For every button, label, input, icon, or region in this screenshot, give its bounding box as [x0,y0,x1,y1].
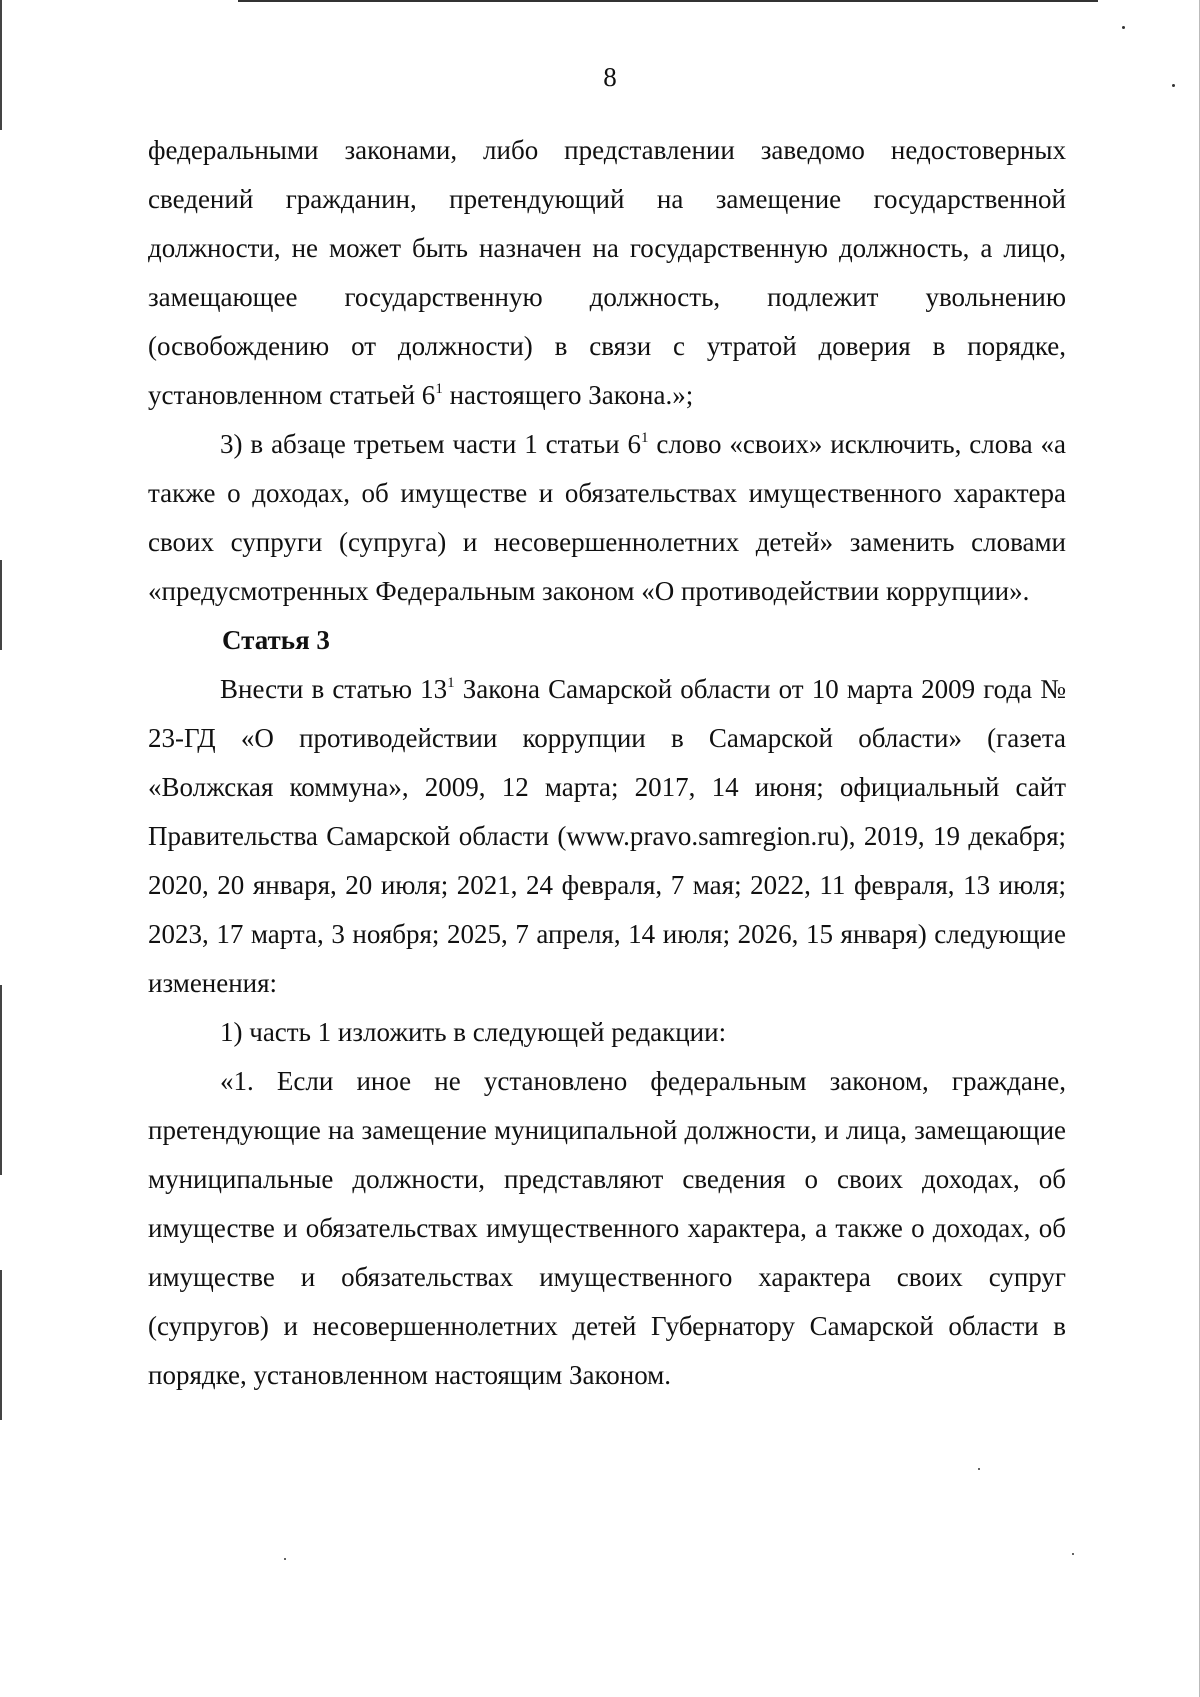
superscript: 1 [447,675,455,691]
paragraph [148,1008,1066,1057]
scan-speck [978,1468,980,1470]
scan-edge-line [0,985,2,1175]
text-run: 3) в абзаце третьем части 1 статьи 6 [220,429,642,459]
paragraph [148,420,1066,616]
paragraph [148,126,1066,420]
paragraph [148,1057,1066,1400]
text-run: слово «своих» исключить, слова «а также о доходах, об имуществе и обязательствах имущественного характера своих супруги (супруга) и несовершеннолетних детей» заменить словами «предусмотренных Федеральным законом «О противодействии коррупции». [148,429,1066,606]
page-top-border [238,0,1098,2]
scan-speck [284,1558,286,1560]
text-run: 1) часть 1 изложить в следующей редакции: [220,1017,727,1047]
document-body [148,126,1066,1400]
text-run: Внести в статью 13 [220,674,448,704]
scan-speck [1072,1553,1074,1555]
superscript: 1 [641,430,649,446]
scan-edge-line [0,560,2,650]
text-run: федеральными законами, либо представлении заведомо недостоверных сведений гражданин, претендующий на замещение государственной должности, не может быть назначен на государственную должность, а лицо, замещающее государственную должность, подлежит увольнению (освобождению от должности) в связи с утратой доверия в порядке, установленном статьей 6 [148,135,1066,410]
text-run: Закона Самарской области от 10 марта 2009 года № 23-ГД «О противодействии коррупции в Самарской области» (газета «Волжская коммуна», 2009, 12 марта; 2017, 14 июня; официальный сайт Правительства Самарской области (www.pravo.samregion.ru), 2019, 19 декабря; 2020, 20 января, 20 июля; 2021, 24 февраля, 7 мая; 2022, 11 февраля, 13 июля; 2023, 17 марта, 3 ноября; 2025, 7 апреля, 14 июля; 2026, 15 января) следующие изменения: [148,674,1066,998]
text-run: Статья 3 [222,625,330,655]
article-heading [148,616,1066,665]
scan-edge-line [0,1270,2,1420]
paragraph [148,665,1066,1008]
text-run: настоящего Закона.»; [442,380,694,410]
scan-speck [1122,26,1125,29]
superscript: 1 [435,381,443,397]
text-run: «1. Если иное не установлено федеральным законом, граждане, претендующие на замещение муниципальной должности, и лица, замещающие муниципальные должности, представляют сведения о своих доходах, об имуществе и обязательствах имущественного характера, а также о доходах, об имуществе и обязательствах имущественного характера своих супруг (супругов) и несовершеннолетних детей Губернатору Самарской области в порядке, установленном настоящим Законом. [148,1066,1066,1390]
page-number: 8 [603,62,617,92]
